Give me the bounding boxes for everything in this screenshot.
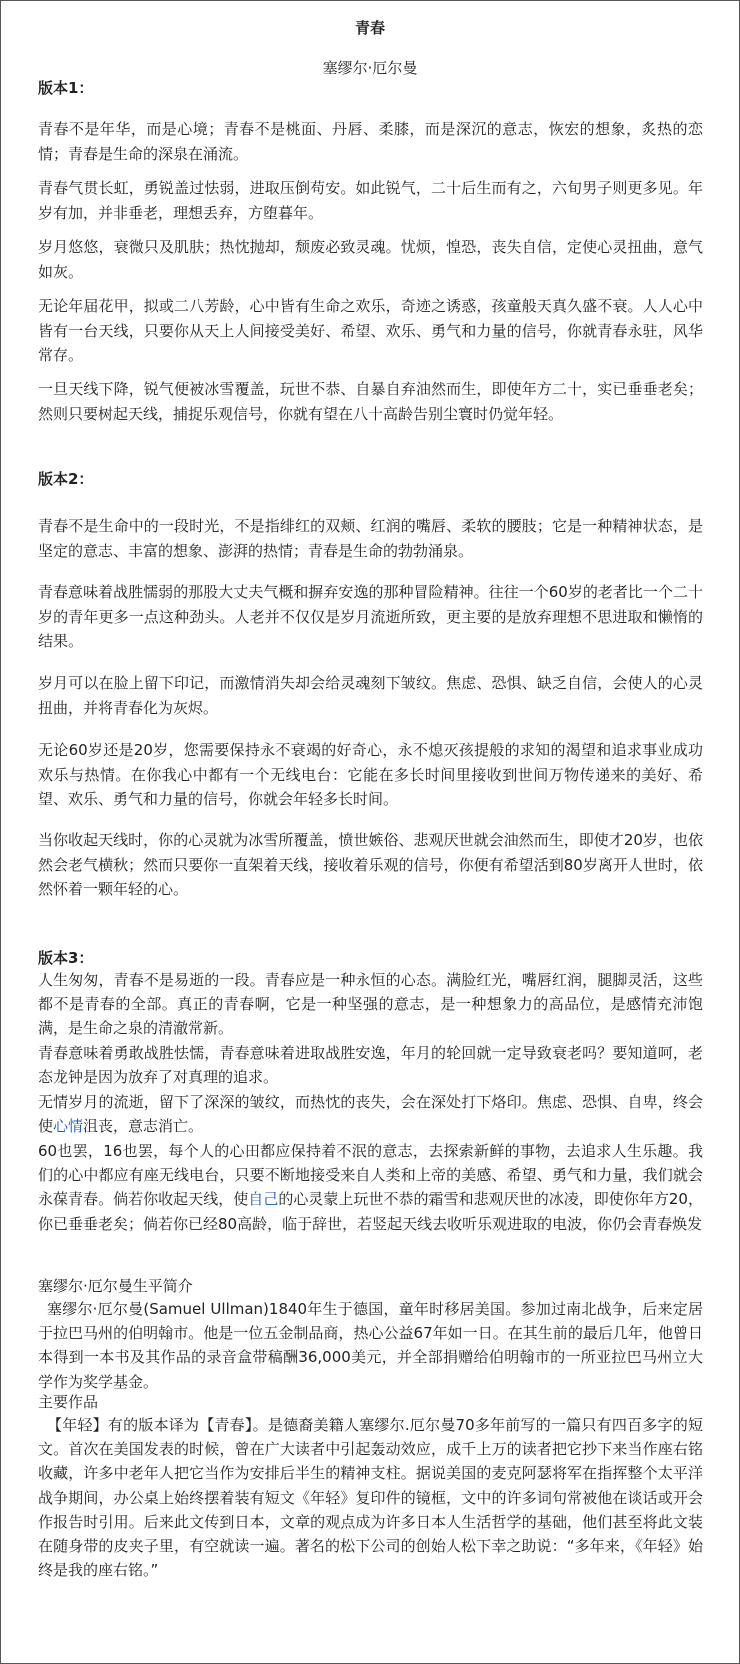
version-3-heading: 版本3： [38,949,94,967]
article-title: 青春 [354,19,385,37]
v1-paragraph-4: 无论年届花甲，拟或二八芳龄，心中皆有生命之欢乐，奇迹之诱惑，孩童般天真久盛不衰。人人心中皆有一台天线，只要你从天上人间接受美好、希望、欢乐、勇气和力量的信号，你就青春永驻，风华常存。 [38,297,703,364]
bio-heading: 塞缪尔·厄尔曼生平简介 [38,1277,193,1295]
version-2-heading: 版本2： [38,470,94,488]
ziji-link[interactable]: 自己 [248,1190,279,1209]
v1-paragraph-1: 青春不是年华，而是心境；青春不是桃面、丹唇、柔膝，而是深沉的意志，恢宏的想象，炙热的恋情；青春是生命的深泉在涌流。 [38,120,703,163]
version-1-heading: 版本1： [38,79,94,97]
v3-paragraph-3: 无情岁月的流逝，留下了深深的皱纹，而热忱的丧失，会在深处打下烙印。焦虑、恐惧、自卑，终会使心情沮丧，意志消亡。 [38,1093,703,1136]
bio-paragraph: 塞缪尔·厄尔曼(Samuel Ullman)1840年生于德国，童年时移居美国。参加过南北战争，后来定居于拉巴马州的伯明翰市。他是一位五金制品商，热心公益67年如一日。在其生前的最后几年，他曾日本得到一本书及其作品的录音盒带稿酬36,000美元，并全部捐赠给伯明翰市的一所亚拉巴马州立大学作为奖学基金。 [38,1300,703,1391]
v2-paragraph-3: 岁月可以在脸上留下印记，而激情消失却会给灵魂刻下皱纹。焦虑、恐惧、缺乏自信，会使人的心灵扭曲，并将青春化为灰烬。 [38,674,703,717]
v3-paragraph-2: 青春意味着勇敢战胜怯懦，青春意味着进取战胜安逸，年月的轮回就一定导致衰老吗？要知道呵，老态龙钟是因为放弃了对真理的追求。 [38,1044,703,1087]
v3-paragraph-4: 60也罢，16也罢，每个人的心田都应保持着不泯的意志，去探索新鲜的事物，去追求人生乐趣。我们的心中都应有座无线电台，只要不断地接受来自人类和上帝的美感、希望、勇气和力量，我们就会永葆青春。倘若你收起天线，使自己的心灵蒙上玩世不恭的霜雪和悲观厌世的冰凌，即使你年方20，你已垂垂老矣；倘若你已经80高龄，临于辞世，若竖起天线去收听乐观进取的电波，你仍会青春焕发 [38,1142,703,1233]
article-author: 塞缪尔·厄尔曼 [322,59,418,77]
works-paragraph: 【年轻】有的版本译为【青春】。是德裔美籍人塞缪尔.厄尔曼70多年前写的一篇只有四百多字的短文。首次在美国发表的时候，曾在广大读者中引起轰动效应，成千上万的读者把它抄下来当作座右铭收藏，许多中老年人把它当作为安排后半生的精神支柱。据说美国的麦克阿瑟将军在指挥整个太平洋战争期间，办公桌上始终摆着装有短文《年轻》复印件的镜框，文中的许多词句常被他在谈话或开会作报告时引用。后来此文传到日本，文章的观点成为许多日本人生活哲学的基础，他们甚至将此文装在随身带的皮夹子里，有空就读一遍。著名的松下公司的创始人松下幸之助说：“多年来，《年轻》始终是我的座右铭。” [38,1416,703,1580]
xinqing-link[interactable]: 心情 [53,1117,84,1136]
v2-paragraph-2: 青春意味着战胜懦弱的那股大丈夫气概和摒弃安逸的那种冒险精神。往往一个60岁的老者比一个二十岁的青年更多一点这种劲头。人老并不仅仅是岁月流逝所致，更主要的是放弃理想不思进取和懒惰的结果。 [38,583,703,650]
v1-paragraph-5: 一旦天线下降，锐气便被冰雪覆盖，玩世不恭、自暴自弃油然而生，即使年方二十，实已垂垂老矣；然则只要树起天线，捕捉乐观信号，你就有望在八十高龄告别尘寰时仍觉年轻。 [38,380,703,423]
v1-paragraph-2: 青春气贯长虹，勇锐盖过怯弱，进取压倒苟安。如此锐气，二十后生而有之，六旬男子则更多见。年岁有加，并非垂老，理想丢弃，方堕暮年。 [38,179,703,222]
v2-paragraph-1: 青春不是生命中的一段时光，不是指绯红的双颊、红润的嘴唇、柔软的腰肢；它是一种精神状态，是坚定的意志、丰富的想象、澎湃的热情；青春是生命的勃勃涌泉。 [38,517,703,560]
v3-paragraph-1: 人生匆匆，青春不是易逝的一段。青春应是一种永恒的心态。满脸红光，嘴唇红润，腿脚灵活，这些都不是青春的全部。真正的青春啊，它是一种坚强的意志，是一种想象力的高品位，是感情充沛饱满，是生命之泉的清澈常新。 [38,971,703,1038]
v1-paragraph-3: 岁月悠悠，衰微只及肌肤；热忱抛却，颓废必致灵魂。忧烦，惶恐，丧失自信，定使心灵扭曲，意气如灰。 [38,238,703,281]
v2-paragraph-4: 无论60岁还是20岁，您需要保持永不衰竭的好奇心，永不熄灭孩提般的求知的渴望和追求事业成功 欢乐与热情。在你我心中都有一个无线电台：它能在多长时间里接收到世间万物传递来的美好、希望、欢乐、勇气和力量的信号，你就会年轻多长时间。 [38,741,703,808]
works-heading: 主要作品 [38,1393,99,1411]
v2-paragraph-5: 当你收起天线时，你的心灵就为冰雪所覆盖，愤世嫉俗、悲观厌世就会油然而生，即使才20岁，也依然会老气横秋；然而只要你一直架着天线，接收着乐观的信号，你便有希望活到80岁离开人世时，依然怀着一颗年轻的心。 [38,831,703,898]
